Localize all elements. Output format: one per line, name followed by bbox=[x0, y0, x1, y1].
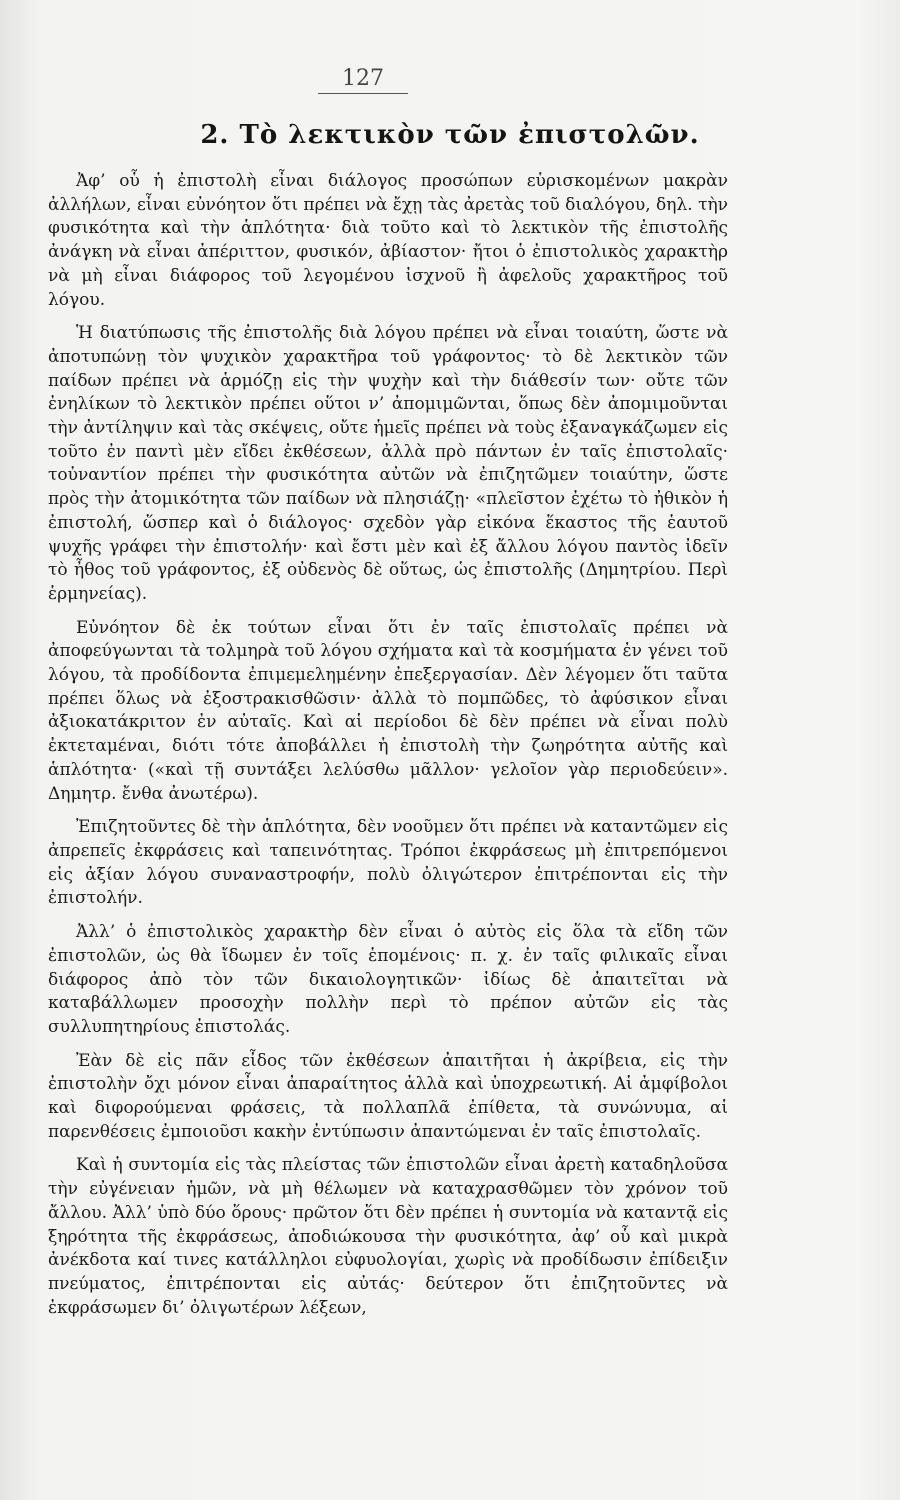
paragraph: Εὐνόητον δὲ ἐκ τούτων εἶναι ὅτι ἐν ταῖς ἐπιστολαῖς πρέπει νὰ ἀποφεύγωνται τὰ τολμηρὰ τοῦ λόγου σχήματα καὶ τὰ κοσμήματα ἐν γένει τοῦ λόγου, τὰ προδίδοντα ἐπιμεμελημένην ἐπεξεργασίαν. Δὲν λέγομεν ὅτι ταῦτα πρέπει ὅλως νὰ ἐξοστρακισθῶσιν· ἀλλὰ τὸ πομπῶδες, τὸ ἀφύσικον εἶναι ἀξιοκατάκριτον ἐν αὐταῖς. Καὶ αἱ περίοδοι δὲ δὲν πρέπει νὰ εἶναι πολὺ ἐκτεταμέναι, διότι τότε ἀποβάλλει ἡ ἐπιστολὴ τὴν ζωηρότητα αὐτῆς καὶ ἁπλότητα· («καὶ τῇ συντάξει λελύσθω μᾶλλον· γελοῖον γὰρ περιοδεύειν». Δημητρ. ἔνθα ἀνωτέρω). bbox=[48, 617, 728, 804]
paragraph: Ἡ διατύπωσις τῆς ἐπιστολῆς διὰ λόγου πρέπει νὰ εἶναι τοιαύτη, ὥστε νὰ ἀποτυπώνῃ τὸν ψυχικὸν χαρακτῆρα τοῦ γράφοντος· τὸ δὲ λεκτικὸν τῶν παίδων πρέπει νὰ ἁρμόζῃ εἰς τὴν ψυχὴν καὶ τὴν διάθεσίν των· οὔτε τῶν ἐνηλίκων τὸ λεκτικὸν πρέπει οὕτοι ν’ ἀπομιμῶνται, ὅπως δὲν ἀπομιμοῦνται τὴν ἀντίληψιν καὶ τὰς σκέψεις, οὔτε ἡμεῖς πρέπει νὰ τοὺς ἐξαναγκάζωμεν εἰς τοῦτο ἐν παντὶ μὲν εἴδει ἐκθέσεων, ἀλλὰ πρὸ πάντων ἐν ταῖς ἐπιστολαῖς· τοὐναντίον πρέπει τὴν φυσικότητα αὐτῶν νὰ ἐπιζητῶμεν τοιαύτην, ὥστε πρὸς τὴν ἀτομικότητα τῶν παίδων νὰ πλησιάζῃ· «πλεῖστον ἐχέτω τὸ ἠθικὸν ἡ ἐπιστολή, ὥσπερ καὶ ὁ διάλογος· σχεδὸν γὰρ εἰκόνα ἕκαστος τῆς ἑαυτοῦ ψυχῆς γράφει τὴν ἐπιστολήν· καὶ ἔστι μὲν καὶ ἐξ ἄλλου λόγου παντὸς ἰδεῖν τὸ ἦθος τοῦ γράφοντος, ἐξ οὐδενὸς δὲ οὕτως, ὡς ἐπιστολῆς (Δημητρίου. Περὶ ἑρμηνείας). bbox=[48, 323, 728, 604]
paragraph: Καὶ ἡ συντομία εἰς τὰς πλείστας τῶν ἐπιστολῶν εἶναι ἀρετὴ καταδηλοῦσα τὴν εὐγένειαν ἡμῶν, νὰ μὴ θέλωμεν νὰ καταχρασθῶμεν τὸν χρόνον τοῦ ἄλλου. Ἀλλ’ ὑπὸ δύο ὅρους· πρῶτον ὅτι δὲν πρέπει ἡ συντομία νὰ καταντᾷ εἰς ξηρότητα τῆς ἐκφράσεως, ἀποδιώκουσα τὴν φυσικότητα, ἀφ’ οὗ καὶ μικρὰ ἀνέκδοτα καί τινες κατάλληλοι εὐφυολογίαι, χωρὶς νὰ προδίδωσιν ἐπίδειξιν πνεύματος, ἐπιτρέπονται εἰς αὐτάς· δεύτερον ὅτι ἐπιζητοῦντες νὰ ἐκφράσωμεν δι’ ὀλιγωτέρων λέξεων, bbox=[48, 1155, 728, 1318]
paragraph: Ἐπιζητοῦντες δὲ τὴν ἁπλότητα, δὲν νοοῦμεν ὅτι πρέπει νὰ καταντῶμεν εἰς ἀπρεπεῖς ἐκφράσεις καὶ ταπεινότητας. Τρόποι ἐκφράσεως μὴ ἐπιτρεπόμενοι εἰς ἀξίαν λόγου συναναστροφήν, πολὺ ὀλιγώτερον ἐπιτρέπονται εἰς τὴν ἐπιστολήν. bbox=[48, 817, 728, 909]
paragraph: Ἐὰν δὲ εἰς πᾶν εἶδος τῶν ἐκθέσεων ἀπαιτῆται ἡ ἀκρίβεια, εἰς τὴν ἐπιστολὴν ὄχι μόνον εἶναι ἀπαραίτητος ἀλλὰ καὶ ὑποχρεωτική. Αἱ ἀμφίβολοι καὶ διφορούμεναι φράσεις, τὰ πολλαπλᾶ ἐπίθετα, τὰ συνώνυμα, αἱ παρενθέσεις ἐμποιοῦσι κακὴν ἐντύπωσιν ἀπαντώμεναι ἐν ταῖς ἐπιστολαῖς. bbox=[48, 1050, 728, 1142]
section-title: 2. Τὸ λεκτικὸν τῶν ἐπιστολῶν. bbox=[200, 120, 700, 150]
paragraph: Ἀλλ’ ὁ ἐπιστολικὸς χαρακτὴρ δὲν εἶναι ὁ αὐτὸς εἰς ὅλα τὰ εἴδη τῶν ἐπιστολῶν, ὡς θὰ ἴδωμεν ἐν τοῖς ἑπομένοις· π. χ. ἐν ταῖς φιλικαῖς εἶναι διάφορος ἀπὸ τὸν τῶν δικαιολογητικῶν· ἰδίως δὲ ἀπαιτεῖται νὰ καταβάλλωμεν προσοχὴν πολλὴν περὶ τὸ πρέπον αὐτῶν εἰς τὰς συλλυπητηρίους ἐπιστολάς. bbox=[48, 922, 728, 1037]
page-number: 127 bbox=[318, 66, 408, 94]
paragraph: Ἀφ’ οὗ ἡ ἐπιστολὴ εἶναι διάλογος προσώπων εὑρισκομένων μακρὰν ἀλλήλων, εἶναι εὐνόητον ὅτι πρέπει νὰ ἔχῃ τὰς ἀρετὰς τοῦ διαλόγου, δηλ. τὴν φυσικότητα καὶ τὴν ἁπλότητα· διὰ τοῦτο καὶ τὸ λεκτικὸν τῆς ἐπιστολῆς ἀνάγκη νὰ εἶναι ἀπέριττον, φυσικόν, ἀβίαστον· ἤτοι ὁ ἐπιστολικὸς χαρακτὴρ νὰ μὴ εἶναι διάφορος τοῦ λεγομένου ἰσχνοῦ ἢ ἀφελοῦς χαρακτῆρος τοῦ λόγου. bbox=[48, 171, 728, 310]
body-text bbox=[48, 170, 728, 1330]
